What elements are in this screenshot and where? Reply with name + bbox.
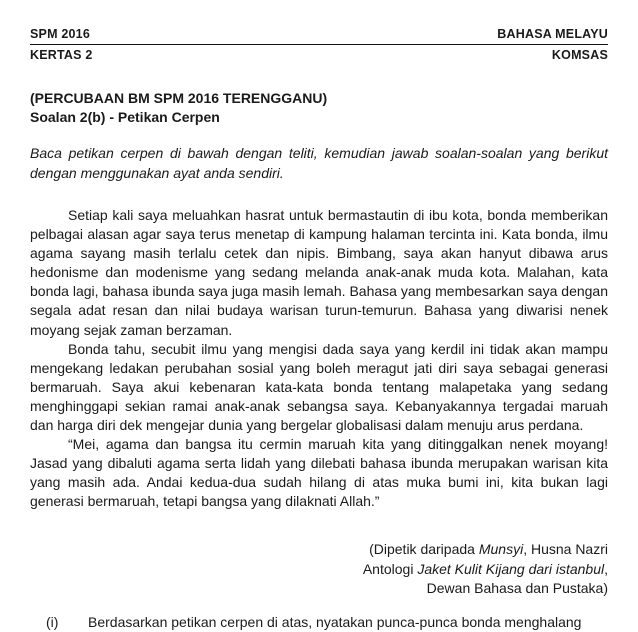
citation-anthology-title: Jaket Kulit Kijang dari istanbul xyxy=(417,560,605,577)
title-line-question: Soalan 2(b) - Petikan Cerpen xyxy=(30,109,220,125)
passage xyxy=(30,206,608,512)
citation-author: , Husna Nazri xyxy=(523,541,608,557)
header-exam: SPM 2016 xyxy=(30,27,90,41)
question-item xyxy=(30,613,608,632)
source-citation xyxy=(363,540,608,599)
passage-paragraph-2: Bonda tahu, secubit ilmu yang mengisi dada saya yang kerdil ini tidak akan mampu mengekang ledakan perubahan sosial yang boleh meragut jati diri saya sebagai generasi bermaruah. Saya akui kebenaran kata-kata bonda tentang malapetaka yang sedang menghinggapi sekian ramai anak-anak sebangsa saya. Kebanyakannya tergadai maruah dan harga diri dek mengejar dunia yang bergelar globalisasi dalam menuju arus perdana. xyxy=(30,340,608,434)
citation-text: , xyxy=(604,560,608,577)
citation-text: Antologi xyxy=(362,560,418,577)
header-row-top xyxy=(30,27,608,41)
question-text: Berdasarkan petikan cerpen di atas, nyatakan punca-punca bonda menghalang xyxy=(88,614,582,630)
passage-paragraph-1: Setiap kali saya meluahkan hasrat untuk bermastautin di ibu kota, bonda memberikan pelbagai alasan agar saya terus menetap di kampung halaman tercinta ini. Kata bonda, ilmu agama sayang masih terlalu cetek dan nipis. Bimbang, saya akan hanyut dibawa arus hedonisme dan modenisme yang sedang melanda anak-anak muda kota. Malahan, kata bonda lagi, bahasa ibunda saya juga masih lemah. Bahasa yang membesarkan saya dengan segala adat resan dan nilai budaya warisan turun-temurun. Bahasa yang diwarisi nenek moyang sejak zaman berzaman. xyxy=(30,207,608,338)
title-line-exam: (PERCUBAAN BM SPM 2016 TERENGGANU) xyxy=(30,90,328,106)
instruction-text: Baca petikan cerpen di bawah dengan teliti, kemudian jawab soalan-soalan yang berikut dengan menggunakan ayat anda sendiri. xyxy=(30,145,608,181)
passage-paragraph-3: “Mei, agama dan bangsa itu cermin maruah kita yang ditinggalkan nenek moyang! Jasad yang dibaluti agama serta lidah yang dilebati bahasa ibunda merupakan warisan kita yang masih ada. Andai kedua-dua sudah hilang di atas muka bumi ini, kita bukan lagi generasi bermaruah, tetapi bangsa yang dilaknati Allah.” xyxy=(30,436,608,510)
header-row-bottom xyxy=(30,48,608,62)
header-divider xyxy=(30,44,608,45)
citation-line-1 xyxy=(363,540,608,560)
citation-line-2 xyxy=(363,560,608,580)
header-paper: KERTAS 2 xyxy=(30,48,93,62)
header-component: KOMSAS xyxy=(551,48,608,62)
citation-line-3: Dewan Bahasa dan Pustaka) xyxy=(426,580,608,596)
citation-publication: Munsyi xyxy=(478,541,524,557)
section-title xyxy=(30,89,327,127)
citation-text: (Dipetik daripada xyxy=(369,541,479,557)
question-number: (i) xyxy=(46,614,59,630)
header-subject: BAHASA MELAYU xyxy=(497,27,608,41)
